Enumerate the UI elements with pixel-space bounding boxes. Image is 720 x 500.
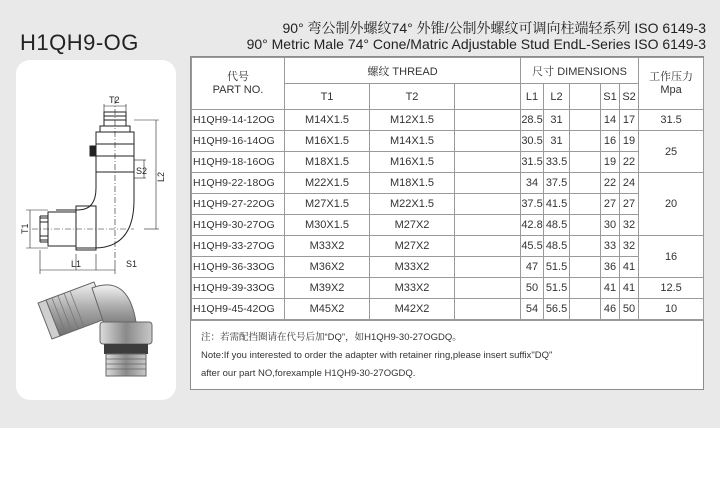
- pressure-cell: 16: [639, 236, 704, 278]
- l1-cell: 37.5: [521, 194, 544, 215]
- s2-cell: 32: [620, 236, 639, 257]
- t1-header: T1: [285, 84, 370, 110]
- part-no-header-cn: 代号: [227, 70, 249, 83]
- part-no-cell: H1QH9-45-42OG: [192, 299, 285, 320]
- l2-cell: 37.5: [544, 173, 570, 194]
- table-row: [192, 215, 704, 236]
- l1-cell: 50: [521, 278, 544, 299]
- fitting-photo: [38, 282, 152, 376]
- l1-cell: 54: [521, 299, 544, 320]
- label-s2: S2: [136, 166, 148, 176]
- thread-blank-header: [455, 84, 521, 110]
- pressure-cell: 12.5: [639, 278, 704, 299]
- l1-cell: 42.8: [521, 215, 544, 236]
- pressure-header-cn: 工作压力: [649, 70, 694, 83]
- blank-cell: [455, 236, 521, 257]
- t2-cell: M33X2: [370, 257, 455, 278]
- product-image-panel: [16, 60, 176, 400]
- part-no-header: [192, 58, 285, 110]
- s2-cell: 50: [620, 299, 639, 320]
- l2-cell: 51.5: [544, 278, 570, 299]
- s1-cell: 27: [601, 194, 620, 215]
- label-t1: T1: [20, 223, 30, 234]
- s1-cell: 16: [601, 131, 620, 152]
- pressure-header: [639, 58, 704, 110]
- blank-cell: [455, 110, 521, 131]
- s2-cell: 41: [620, 278, 639, 299]
- l1-cell: 47: [521, 257, 544, 278]
- label-l2: L2: [156, 171, 166, 182]
- pressure-header-unit: Mpa: [660, 83, 682, 96]
- l2-cell: 56.5: [544, 299, 570, 320]
- s1-cell: 19: [601, 152, 620, 173]
- s1-cell: 46: [601, 299, 620, 320]
- specification-table-panel: [190, 56, 704, 390]
- s2-cell: 22: [620, 152, 639, 173]
- s1-cell: 36: [601, 257, 620, 278]
- specification-table: [191, 57, 704, 320]
- l2-cell: 51.5: [544, 257, 570, 278]
- t2-cell: M33X2: [370, 278, 455, 299]
- table-row: [192, 257, 704, 278]
- s2-cell: 24: [620, 173, 639, 194]
- t1-cell: M39X2: [285, 278, 370, 299]
- t2-cell: M18X1.5: [370, 173, 455, 194]
- notes-section: [191, 320, 703, 389]
- t2-cell: M22X1.5: [370, 194, 455, 215]
- l2-cell: 33.5: [544, 152, 570, 173]
- s2-cell: 19: [620, 131, 639, 152]
- s1-cell: 41: [601, 278, 620, 299]
- l1-cell: 30.5: [521, 131, 544, 152]
- l2-cell: 31: [544, 110, 570, 131]
- s1-cell: 14: [601, 110, 620, 131]
- table-row: [192, 152, 704, 173]
- table-row: [192, 173, 704, 194]
- part-no-header-en: PART NO.: [212, 83, 264, 96]
- part-no-cell: H1QH9-14-12OG: [192, 110, 285, 131]
- t1-cell: M14X1.5: [285, 110, 370, 131]
- note-chinese: 注：若需配挡圈请在代号后加“DQ”，如H1QH9-30-27OGDQ。: [201, 332, 462, 343]
- blank-cell: [570, 194, 601, 215]
- table-row: [192, 110, 704, 131]
- heading-english: 90° Metric Male 74° Cone/Matric Adjustable Stud EndL-Series ISO 6149-3: [246, 36, 706, 52]
- l2-cell: 41.5: [544, 194, 570, 215]
- s2-cell: 27: [620, 194, 639, 215]
- t2-header: T2: [370, 84, 455, 110]
- t2-cell: M12X1.5: [370, 110, 455, 131]
- label-t2: T2: [109, 95, 120, 105]
- heading-chinese: 90° 弯公制外螺纹74° 外锥/公制外螺纹可调向柱端轻系列 ISO 6149-3: [282, 20, 706, 36]
- table-row: [192, 299, 704, 320]
- part-no-cell: H1QH9-39-33OG: [192, 278, 285, 299]
- pressure-cell: 20: [639, 173, 704, 236]
- table-row: [192, 194, 704, 215]
- s1-cell: 30: [601, 215, 620, 236]
- dim-blank-header: [570, 84, 601, 110]
- blank-cell: [570, 152, 601, 173]
- l2-cell: 31: [544, 131, 570, 152]
- table-row: [192, 236, 704, 257]
- t1-cell: M27X1.5: [285, 194, 370, 215]
- blank-cell: [455, 173, 521, 194]
- part-no-cell: H1QH9-22-18OG: [192, 173, 285, 194]
- blank-cell: [455, 131, 521, 152]
- part-no-cell: H1QH9-30-27OG: [192, 215, 285, 236]
- t1-cell: M22X1.5: [285, 173, 370, 194]
- note-english-line2: after our part NO,forexample H1QH9-30-27OGDQ.: [201, 368, 416, 379]
- t1-cell: M45X2: [285, 299, 370, 320]
- part-no-cell: H1QH9-36-33OG: [192, 257, 285, 278]
- l2-cell: 48.5: [544, 236, 570, 257]
- s1-header: S1: [601, 84, 620, 110]
- t1-cell: M16X1.5: [285, 131, 370, 152]
- technical-drawing: [16, 60, 176, 400]
- blank-cell: [570, 215, 601, 236]
- t2-cell: M16X1.5: [370, 152, 455, 173]
- s2-cell: 32: [620, 215, 639, 236]
- note-english-line1: Note:If you interested to order the adapter with retainer ring,please insert suffix"DQ": [201, 350, 553, 361]
- table-row: [192, 131, 704, 152]
- l2-header: L2: [544, 84, 570, 110]
- s2-cell: 17: [620, 110, 639, 131]
- blank-cell: [570, 173, 601, 194]
- t1-cell: M36X2: [285, 257, 370, 278]
- t2-cell: M27X2: [370, 236, 455, 257]
- blank-cell: [570, 110, 601, 131]
- dimensions-header: 尺寸 DIMENSIONS: [521, 58, 639, 84]
- pressure-cell: 31.5: [639, 110, 704, 131]
- t2-cell: M14X1.5: [370, 131, 455, 152]
- t1-cell: M33X2: [285, 236, 370, 257]
- part-no-cell: H1QH9-18-16OG: [192, 152, 285, 173]
- l1-cell: 31.5: [521, 152, 544, 173]
- s1-cell: 33: [601, 236, 620, 257]
- t1-cell: M30X1.5: [285, 215, 370, 236]
- l1-header: L1: [521, 84, 544, 110]
- t2-cell: M42X2: [370, 299, 455, 320]
- part-no-cell: H1QH9-33-27OG: [192, 236, 285, 257]
- l2-cell: 48.5: [544, 215, 570, 236]
- thread-header: 螺纹 THREAD: [285, 58, 521, 84]
- blank-cell: [570, 278, 601, 299]
- blank-cell: [455, 278, 521, 299]
- label-l1: L1: [71, 259, 82, 269]
- pressure-cell: 25: [639, 131, 704, 173]
- l1-cell: 45.5: [521, 236, 544, 257]
- blank-cell: [455, 257, 521, 278]
- part-no-cell: H1QH9-16-14OG: [192, 131, 285, 152]
- t1-cell: M18X1.5: [285, 152, 370, 173]
- t2-cell: M27X2: [370, 215, 455, 236]
- l1-cell: 34: [521, 173, 544, 194]
- blank-cell: [455, 152, 521, 173]
- pressure-cell: 10: [639, 299, 704, 320]
- s2-cell: 41: [620, 257, 639, 278]
- blank-cell: [570, 299, 601, 320]
- part-no-cell: H1QH9-27-22OG: [192, 194, 285, 215]
- s2-header: S2: [620, 84, 639, 110]
- label-s1: S1: [126, 259, 138, 269]
- table-row: [192, 278, 704, 299]
- blank-cell: [570, 257, 601, 278]
- blank-cell: [570, 236, 601, 257]
- product-code-title: H1QH9-OG: [20, 30, 139, 55]
- l1-cell: 28.5: [521, 110, 544, 131]
- blank-cell: [570, 131, 601, 152]
- blank-cell: [455, 215, 521, 236]
- blank-cell: [455, 299, 521, 320]
- s1-cell: 22: [601, 173, 620, 194]
- blank-cell: [455, 194, 521, 215]
